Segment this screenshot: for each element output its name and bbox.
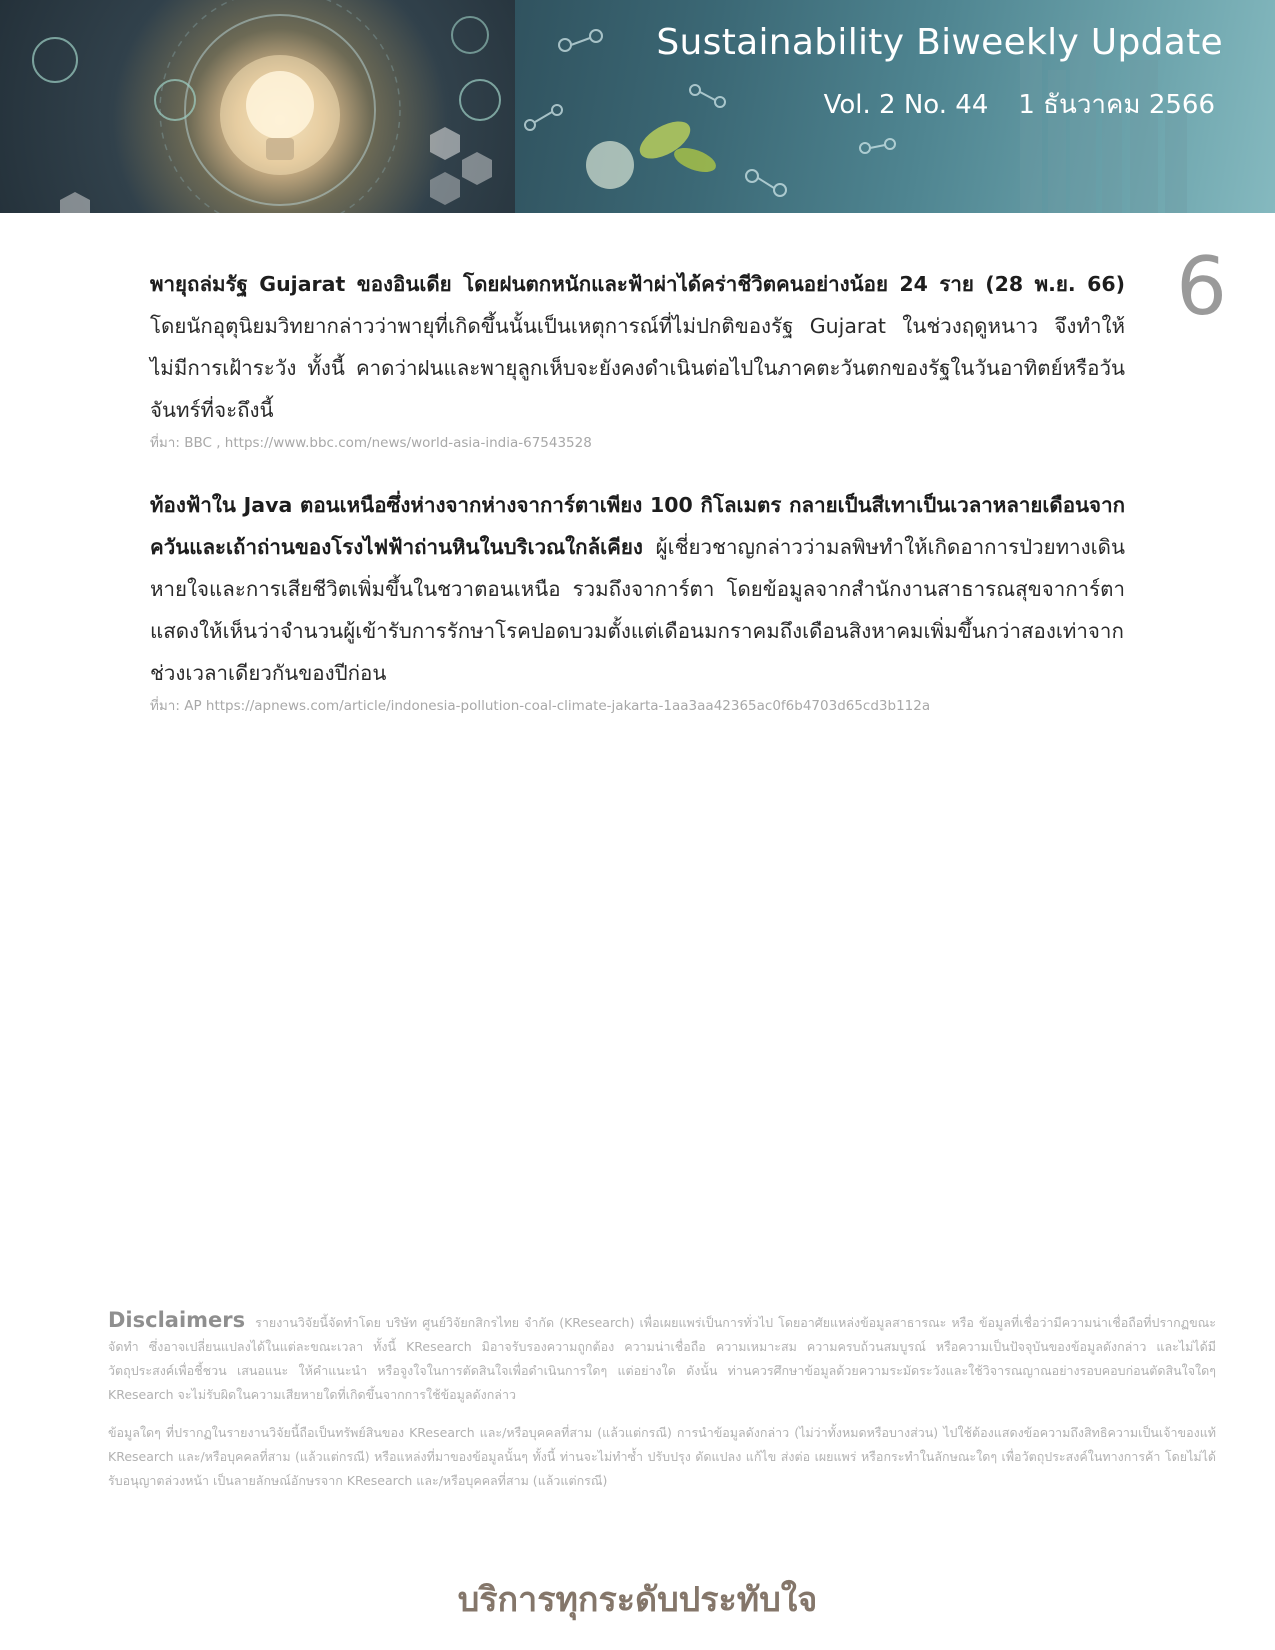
disclaimer-title: Disclaimers (108, 1308, 246, 1332)
header-banner (0, 0, 1275, 213)
news-article (150, 263, 1125, 453)
disclaimer-paragraph (108, 1308, 1216, 1407)
disclaimer-text: ข้อมูลใดๆ ที่ปรากฏในรายงานวิจัยนี้ถือเป็นทรัพย์สินของ KResearch และ/หรือบุคคลที่สาม (แล้วแต่กรณี) การนำข้อมูลดังกล่าว (ไม่ว่าทั้งหมดหรือบางส่วน) ไปใช้ต้องแสดงข้อความถึงสิทธิความเป็นเจ้าของแท้ KResearch และ/หรือบุคคลที่สาม (แล้วแต่กรณี) หรือแหล่งที่มาของข้อมูลนั้นๆ ทั้งนี้ ท่านจะไม่ทำซ้ำ ปรับปรุง ดัดแปลง แก้ไข ส่งต่อ เผยแพร่ หรือกระทำในลักษณะใดๆ เพื่อวัตถุประสงค์ในทางการค้า โดยไม่ได้รับอนุญาตล่วงหน้า เป็นลายลักษณ์อักษรจาก KResearch และ/หรือบุคคลที่สาม (แล้วแต่กรณี) (108, 1425, 1216, 1488)
volume-number: Vol. 2 No. 44 (823, 90, 989, 120)
news-article (150, 484, 1125, 716)
footer-tagline: บริการทุกระดับประทับใจ (457, 1580, 818, 1620)
article-body: ผู้เชี่ยวชาญกล่าวว่ามลพิษทำให้เกิดอาการป่วยทางเดินหายใจและการเสียชีวิตเพิ่มขึ้นในชวาตอนเหนือ รวมถึงจาการ์ตา โดยข้อมูลจากสำนักงานสาธารณสุขจาการ์ตาแสดงให้เห็นว่าจำนวนผู้เข้ารับการรักษาโรคปอดบวมตั้งแต่เดือนมกราคมถึงเดือนสิงหาคมเพิ่มขึ้นกว่าสองเท่าจากช่วงเวลาเดียวกันของปีก่อน (150, 535, 1125, 685)
article-headline: ท้องฟ้าใน Java ตอนเหนือซึ่งห่างจากห่างจาการ์ตาเพียง 100 กิโลเมตร กลายเป็นสีเทาเป็นเวลาหลายเดือนจากควันและเถ้าถ่านของโรงไฟฟ้าถ่านหินในบริเวณใกล้เคียง (150, 493, 1125, 559)
article-body: โดยนักอุตุนิยมวิทยากล่าวว่าพายุที่เกิดขึ้นนั้นเป็นเหตุการณ์ที่ไม่ปกติของรัฐ Gujarat ในช่วงฤดูหนาว จึงทำให้ไม่มีการเฝ้าระวัง ทั้งนี้ คาดว่าฝนและพายุลูกเห็บจะยังคงดำเนินต่อไปในภาคตะวันตกของรัฐในวันอาทิตย์หรือวันจันทร์ที่จะถึงนี้ (150, 314, 1125, 422)
report-title: Sustainability Biweekly Update (656, 22, 1223, 63)
issue-info (824, 84, 1215, 125)
disclaimer-paragraph (108, 1421, 1216, 1493)
disclaimer-text: รายงานวิจัยนี้จัดทำโดย บริษัท ศูนย์วิจัยกสิกรไทย จำกัด (KResearch) เพื่อเผยแพร่เป็นการทั่วไป โดยอาศัยแหล่งข้อมูลสาธารณะ หรือ ข้อมูลที่เชื่อว่ามีความน่าเชื่อถือที่ปรากฏขณะจัดทำ ซึ่งอาจเปลี่ยนแปลงได้ในแต่ละขณะเวลา ทั้งนี้ KResearch มิอาจรับรองความถูกต้อง ความน่าเชื่อถือ ความเหมาะสม ความครบถ้วนสมบูรณ์ หรือความเป็นปัจจุบันของข้อมูลดังกล่าว และไม่ได้มีวัตถุประสงค์เพื่อชี้ชวน เสนอแนะ ให้คำแนะนำ หรือจูงใจในการตัดสินใจเพื่อดำเนินการใดๆ แต่อย่างใด ดังนั้น ท่านควรศึกษาข้อมูลด้วยความระมัดระวังและใช้วิจารณญาณอย่างรอบคอบก่อนตัดสินใจใดๆ KResearch จะไม่รับผิดในความเสียหายใดที่เกิดขึ้นจากการใช้ข้อมูลดังกล่าว (108, 1315, 1216, 1402)
issue-date: 1 ธันวาคม 2566 (1018, 90, 1215, 120)
article-source: ที่มา: BBC , https://www.bbc.com/news/world-asia-india-67543528 (150, 435, 592, 451)
article-text (150, 484, 1125, 694)
article-text (150, 263, 1125, 431)
article-headline: พายุถล่มรัฐ Gujarat ของอินเดีย โดยฝนตกหนักและฟ้าผ่าได้คร่าชีวิตคนอย่างน้อย 24 ราย (28 พ.ย. 66) (150, 272, 1125, 296)
article-source: ที่มา: AP https://apnews.com/article/indonesia-pollution-coal-climate-jakarta-1aa3aa42365ac0f6b4703d65cd3b112a (150, 698, 931, 714)
disclaimer-section (108, 1308, 1216, 1507)
page-number: 6 (1176, 240, 1227, 333)
